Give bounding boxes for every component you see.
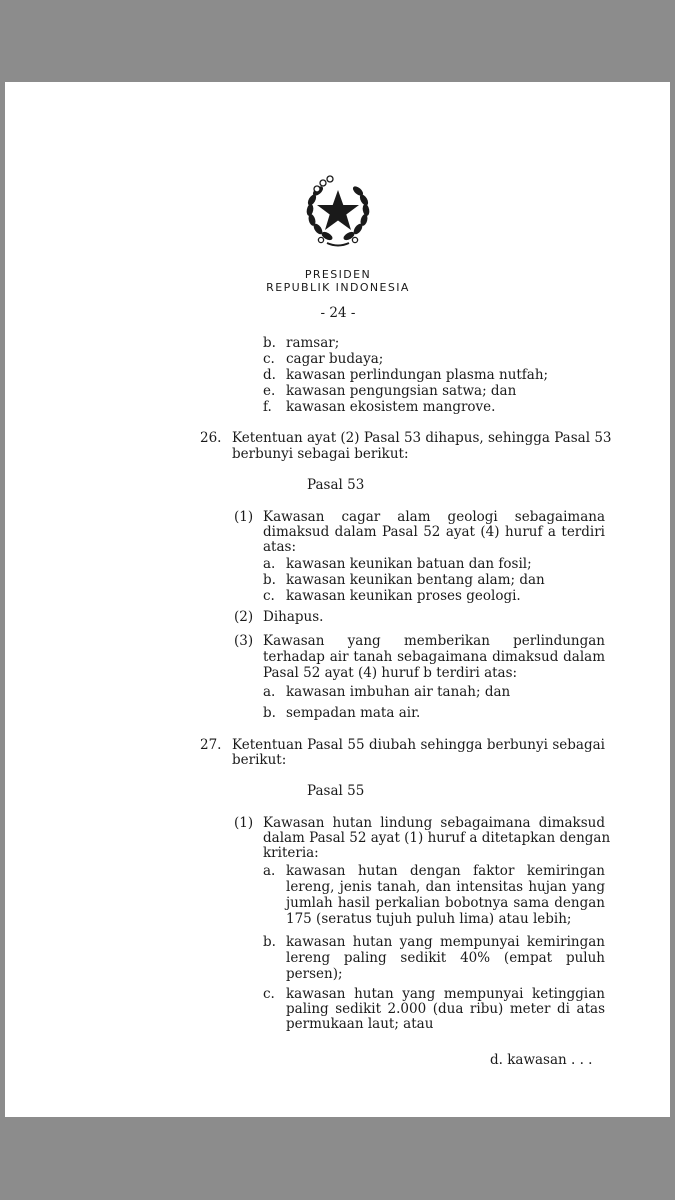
ayat-line: kriteria: bbox=[263, 845, 319, 861]
ayat-label: (2) bbox=[234, 609, 254, 625]
ayat-label: (1) bbox=[234, 509, 254, 525]
list-item-line: persen); bbox=[286, 966, 343, 982]
document-page bbox=[5, 82, 670, 1117]
ayat-line: Kawasan hutan lindung sebagaimana dimaksud bbox=[263, 815, 605, 831]
list-item-line: jumlah hasil perkalian bobotnya sama dengan bbox=[286, 895, 605, 911]
item-26-line1: Ketentuan ayat (2) Pasal 53 dihapus, sehingga Pasal 53 bbox=[232, 430, 612, 446]
ayat-line: terhadap air tanah sebagaimana dimaksud dalam bbox=[263, 649, 605, 665]
list-item-line: kawasan hutan dengan faktor kemiringan bbox=[286, 863, 605, 879]
ayat-line: Kawasan cagar alam geologi sebagaimana bbox=[263, 509, 605, 525]
list-item-text: kawasan ekosistem mangrove. bbox=[286, 399, 496, 415]
list-item-text: kawasan imbuhan air tanah; dan bbox=[286, 684, 511, 700]
list-item-line: permukaan laut; atau bbox=[286, 1016, 434, 1032]
page-number: - 24 - bbox=[320, 305, 356, 321]
list-item-text: kawasan perlindungan plasma nutfah; bbox=[286, 367, 549, 383]
footer-catchword: d. kawasan . . . bbox=[490, 1052, 593, 1068]
list-item-label: c. bbox=[263, 986, 275, 1002]
ayat-label: (3) bbox=[234, 633, 254, 649]
list-item-text: ramsar; bbox=[286, 335, 340, 351]
list-item-label: b. bbox=[263, 934, 276, 950]
header-presiden: PRESIDEN bbox=[304, 268, 372, 281]
list-item-label: e. bbox=[263, 383, 276, 399]
pasal-53-title: Pasal 53 bbox=[307, 477, 365, 493]
list-item-label: b. bbox=[263, 705, 276, 721]
ayat-line: atas: bbox=[263, 539, 296, 555]
list-item-line: paling sedikit 2.000 (dua ribu) meter di atas bbox=[286, 1001, 605, 1017]
item-27-line1: Ketentuan Pasal 55 diubah sehingga berbunyi sebagai bbox=[232, 737, 605, 753]
header-republik-indonesia: REPUBLIK INDONESIA bbox=[266, 281, 410, 294]
list-item-label: d. bbox=[263, 367, 276, 383]
list-item-line: kawasan hutan yang mempunyai kemiringan bbox=[286, 934, 605, 950]
presidential-emblem-icon bbox=[293, 170, 383, 250]
list-item-text: kawasan keunikan proses geologi. bbox=[286, 588, 521, 604]
list-item-line: 175 (seratus tujuh puluh lima) atau lebih; bbox=[286, 911, 572, 927]
ayat-line: dalam Pasal 52 ayat (1) huruf a ditetapkan dengan bbox=[263, 830, 611, 846]
list-item-text: cagar budaya; bbox=[286, 351, 384, 367]
list-item-text: kawasan keunikan batuan dan fosil; bbox=[286, 556, 532, 572]
list-item-label: b. bbox=[263, 572, 276, 588]
list-item-label: c. bbox=[263, 351, 275, 367]
item-26-line2: berbunyi sebagai berikut: bbox=[232, 446, 409, 462]
ayat-line: dimaksud dalam Pasal 52 ayat (4) huruf a terdiri bbox=[263, 524, 605, 540]
ayat-text: Dihapus. bbox=[263, 609, 324, 625]
ayat-line: Pasal 52 ayat (4) huruf b terdiri atas: bbox=[263, 665, 518, 681]
list-item-label: b. bbox=[263, 335, 276, 351]
ayat-label: (1) bbox=[234, 815, 254, 831]
list-item-line: lereng paling sedikit 40% (empat puluh bbox=[286, 950, 605, 966]
item-26-number: 26. bbox=[200, 430, 222, 446]
list-item-label: c. bbox=[263, 588, 275, 604]
list-item-label: f. bbox=[263, 399, 272, 415]
item-27-line2: berikut: bbox=[232, 752, 287, 768]
pasal-55-title: Pasal 55 bbox=[307, 783, 365, 799]
list-item-text: sempadan mata air. bbox=[286, 705, 421, 721]
list-item-text: kawasan pengungsian satwa; dan bbox=[286, 383, 517, 399]
list-item-line: lereng, jenis tanah, dan intensitas hujan yang bbox=[286, 879, 605, 895]
list-item-text: kawasan keunikan bentang alam; dan bbox=[286, 572, 545, 588]
list-item-label: a. bbox=[263, 684, 276, 700]
list-item-label: a. bbox=[263, 863, 276, 879]
list-item-label: a. bbox=[263, 556, 276, 572]
list-item-line: kawasan hutan yang mempunyai ketinggian bbox=[286, 986, 605, 1002]
item-27-number: 27. bbox=[200, 737, 222, 753]
ayat-line: Kawasan yang memberikan perlindungan bbox=[263, 633, 605, 649]
